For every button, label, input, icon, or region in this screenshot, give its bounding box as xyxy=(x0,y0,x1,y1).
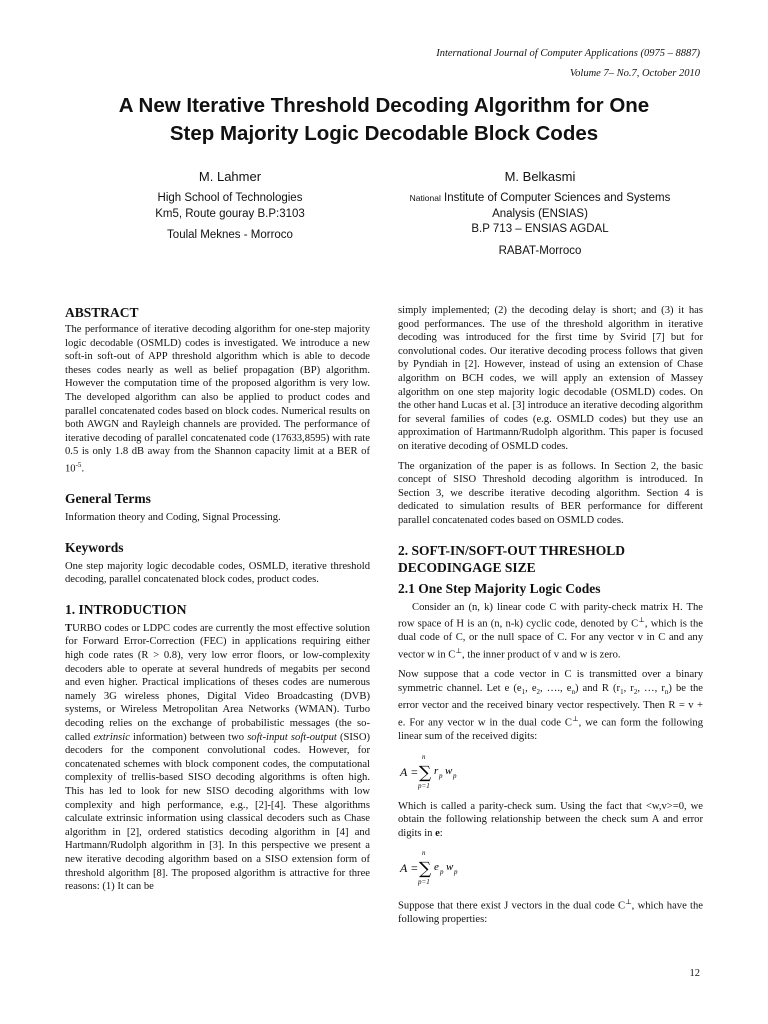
eq-lhs: A xyxy=(400,861,408,876)
left-column xyxy=(65,304,370,900)
author-affiliation: Analysis (ENSIAS) xyxy=(492,207,588,220)
title-line-1: A New Iterative Threshold Decoding Algorithm for One xyxy=(118,94,650,117)
author-name: M. Lahmer xyxy=(198,169,262,184)
author-affiliation: Toulal Meknes - Morroco xyxy=(167,229,293,241)
eq-upper: n xyxy=(422,849,426,858)
journal-volume: Volume 7– No.7, October 2010 xyxy=(569,68,700,79)
keywords-heading: Keywords xyxy=(65,539,124,555)
title-line-2: Step Majority Logic Decodable Block Codes xyxy=(169,122,599,145)
check-sum-paragraph: Which is called a parity-check sum. Using the fact that <w,v>=0, we obtain the following relationship between the check sum A and error digits in e: xyxy=(398,800,703,839)
eq-term-1-sub: p xyxy=(439,771,443,780)
author-affiliation: National Institute of Computer Sciences and Systems xyxy=(409,192,671,204)
journal-header xyxy=(436,44,700,84)
eq-term-1-sub: p xyxy=(440,868,444,877)
eq-sigma: ∑ xyxy=(419,762,432,783)
section-2-heading: 2. SOFT-IN/SOFT-OUT THRESHOLD DECODINGAGE SIZE xyxy=(398,542,625,575)
eq-lhs: A xyxy=(400,764,408,779)
abstract-text: The performance of iterative decoding algorithm for one-step majority logic decodable (OSMLD) codes is investigated. We introduce a new soft-in soft-out of APP threshold algorithm which is able to decode theses codes nearly as well as belief propagation (BP) algorithm. However the computation time of the proposed algorithm is very low. The developed algorithm can also be applied to product codes and parallel concatenated codes based on block codes. Numerical results on both AWGN and Rayleigh channels are provided. The performance of iterative decoding of parallel concatenated code (17633,8595) with rate 0.5 is only 1.8 dB away from the Shannon capacity limit at a BER of $10^{-5}$. xyxy=(65,324,370,475)
eq-equals: = xyxy=(411,764,418,779)
author-affiliation: B.P 713 – ENSIAS AGDAL xyxy=(471,223,609,235)
eq-upper: n xyxy=(422,752,426,761)
introduction-heading: 1. INTRODUCTION xyxy=(65,601,187,617)
dual-code-paragraph: Suppose that there exist J vectors in the dual code C⊥, which have the following properties: xyxy=(398,898,703,926)
received-vector-paragraph: Now suppose that a code vector in C is transmitted over a binary symmetric channel. Let e ($e_1$, $e_2$, …., $e_n$) and R ($r_1$, $r_2$, …, $r_n$) be the error vector and the received binary vector respectively. Then R = v + e. For any vector w in the dual code C⊥, we can form the following linear sum of the received digits: xyxy=(398,668,704,742)
eq-lower: p=1 xyxy=(418,878,430,887)
general-terms-heading: General Terms xyxy=(65,491,151,507)
right-column xyxy=(398,304,703,933)
section-2-1-heading: 2.1 One Step Majority Logic Codes xyxy=(398,580,601,596)
intro-continued: simply implemented; (2) the decoding delay is short; and (3) it has good performances. The use of the threshold algorithm in iterative decoding was introduced for the first time by Svirid [7] but for convolutional codes. Our iterative decoding process follows that given by Pyndiah in [2]. However, instead of using an extension of Chase algorithm on BCH codes, we will apply an extension of Massey algorithm on one step majority logic decodable (OSMLD) codes. On the other hand Lucas et al. [3] introduce an iterative decoding algorithm for several families of codes (e.g. OSMLD codes) but they use an approximation of Hartmann/Rudolph algorithm. This paper is focused on iterative decoding of OSMLD codes. xyxy=(398,305,703,452)
eq-lower: p=1 xyxy=(418,781,430,790)
equation-error-check-sum xyxy=(398,846,703,886)
eq-term-1: r xyxy=(434,764,439,777)
page-number: 12 xyxy=(689,968,700,979)
author-block-1 xyxy=(120,168,340,244)
section-2-1-paragraph: Consider an (n, k) linear code C with parity-check matrix H. The row space of H is an (n, n-k) cyclic code, denoted by C⊥, which is the dual code of C, or the null space of C. For any vector v in C and any vector w in C⊥, the inner product of v and w is zero. xyxy=(398,601,704,661)
eq-term-2-sub: p xyxy=(453,771,457,780)
eq-equals: = xyxy=(411,861,418,876)
general-terms-text: Information theory and Coding, Signal Processing. xyxy=(65,512,281,524)
organization-paragraph: The organization of the paper is as follows. In Section 2, the basic concept of SISO Threshold decoding algorithm is introduced. In Section 3, we describe iterative decoding algorithm. Section 4 is dedicated to simulation results of BER performance for different parallel concatenated codes based on OSMLD codes. xyxy=(398,460,703,526)
eq-term-2-sub: p xyxy=(454,868,458,877)
journal-name: International Journal of Computer Applications (0975 – 8887) xyxy=(436,48,700,59)
eq-term-1: e xyxy=(434,861,439,874)
paper-title xyxy=(60,92,708,148)
eq-sigma: ∑ xyxy=(419,859,432,880)
keywords-text: One step majority logic decodable codes, OSMLD, iterative threshold decoding, parallel concatenated block codes, product codes. xyxy=(65,560,370,586)
eq-term-2: w xyxy=(445,764,453,777)
author-block-2 xyxy=(400,168,680,259)
eq-term-2: w xyxy=(446,861,454,874)
author-affiliation: High School of Technologies xyxy=(157,192,303,204)
author-name: M. Belkasmi xyxy=(504,169,576,184)
author-affiliation: RABAT-Morroco xyxy=(498,244,582,257)
equation-parity-check-sum xyxy=(398,750,703,790)
author-affiliation: Km5, Route gouray B.P:3103 xyxy=(155,207,305,220)
abstract-heading: ABSTRACT xyxy=(65,305,139,320)
introduction-text: TURBO codes or LDPC codes are currently the most effective solution for Forward Error-Correction (FEC) in applications requiring either high code rates (R > 0.8), very low error floors, or low-complexity decoders able to operate at several hundreds of megabits per second and even higher. Practical implications of theses codes are numerous namely 3G wireless phones, Digital Video Broadcasting (DVB) systems, or Wireless Metropolitan Area Networks (WMAN). Turbo decoding relies on the exchange of probabilistic messages (the so-called extrinsic information) between two soft-input soft-output (SISO) decoders for the component convolutional codes. However, for concatenated schemes with block component codes, the computational complexity of trellis-based SISO decoding algorithms is often high. This has led to look for new SISO decoding algorithms with low complexity and high performance, e.g., [2]-[4]. These algorithms calculate extrinsic information using classical decoders such as Chase algorithm in [2], ordered statistics decoding algorithm in [4] and Hartmann/Rudolph algorithm in [3]. In this perspective we present a new iterative decoding algorithm based on a SISO extension form of threshold algorithm [8]. The proposed algorithm is attractive for three reasons: (1) It can be xyxy=(65,622,370,893)
